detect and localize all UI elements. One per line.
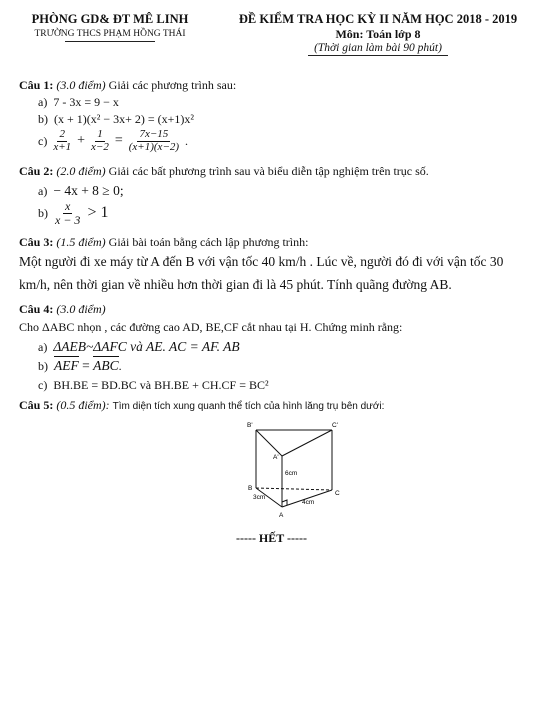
fraction-denominator: (x+1)(x−2) (128, 140, 180, 153)
header-right-rule (308, 55, 448, 56)
q1-item-b (38, 112, 194, 127)
q1-c-fraction-1 (51, 129, 73, 153)
q5-label: Câu 5: (19, 398, 54, 412)
edge-hidden-bc (256, 488, 332, 490)
q4-a-label: a) (38, 340, 48, 354)
q4-b-label: b) (38, 359, 48, 373)
vertex-label-a: A (279, 512, 284, 519)
fraction-numerator: 7x−15 (139, 128, 169, 140)
q4-item-b (38, 358, 122, 374)
exam-title: ĐỀ KIỂM TRA HỌC KỲ II NĂM HỌC 2018 - 2019 (238, 12, 518, 26)
right-angle-mark (282, 500, 287, 505)
q2-prompt: Giải các bất phương trình sau và biểu diễn tập nghiệm trên trục số. (108, 164, 429, 178)
q4-item-a (38, 339, 240, 355)
fraction-numerator: 2 (59, 128, 65, 140)
q1-b-expr: (x + 1)(x² − 3x+ 2) = (x+1)x² (54, 112, 195, 126)
q3-text-line-1: Một người đi xe máy từ A đến B với vận tốc 40 km/h . Lúc về, người đó đi với vận tốc 30 (19, 254, 504, 269)
q5-heading (19, 398, 384, 413)
q4-b-end: . (118, 359, 122, 373)
q2-heading (19, 164, 429, 179)
q3-points: (1.5 điểm) (56, 235, 106, 249)
q2-label: Câu 2: (19, 164, 54, 178)
header-right (218, 12, 538, 56)
header-left-rule (65, 41, 155, 42)
q1-points: (3.0 điểm) (56, 78, 106, 92)
q2-item-b (38, 200, 108, 226)
q3-text-line-2: km/h, nên thời gian về nhiều hơn thời gian đi là 45 phút. Tính quãng đường AB. (19, 277, 452, 292)
q1-c-equals: = (114, 133, 123, 149)
q1-item-a (38, 95, 119, 110)
q4-a-expr: ΔAEB~ΔAFC và AE. AC = AF. AB (53, 339, 240, 354)
school-name: TRƯỜNG THCS PHẠM HỒNG THÁI (34, 29, 186, 39)
q3-prompt: Giải bài toán bằng cách lập phương trình: (108, 235, 309, 249)
side-ab-label: 3cm (253, 494, 266, 501)
q4-points: (3.0 điểm) (56, 302, 106, 316)
q3-heading (19, 235, 308, 250)
vertex-label-b: B (248, 485, 253, 492)
q4-item-c (38, 378, 269, 393)
header-left (10, 12, 210, 42)
q1-item-c (38, 129, 188, 153)
q4-c-label: c) (38, 378, 48, 392)
height-label: 6cm (285, 470, 298, 477)
q4-heading (19, 302, 106, 317)
q1-c-plus: + (77, 133, 86, 149)
q1-c-end: . (185, 133, 189, 148)
q4-b-angle-rhs: ABC (93, 358, 119, 373)
department-name: PHÒNG GD& ĐT MÊ LINH (31, 12, 189, 26)
q2-b-fraction (53, 200, 82, 226)
q3-label: Câu 3: (19, 235, 54, 249)
fraction-denominator: x − 3 (55, 212, 81, 227)
fraction-denominator: x−2 (91, 140, 109, 153)
q4-b-angle-lhs: AEF (54, 358, 79, 373)
fraction-numerator: x (65, 199, 71, 213)
q1-a-label: a) (38, 95, 48, 109)
q1-prompt: Giải các phương trình sau: (108, 78, 237, 92)
vertex-label-b-prime: B' (247, 422, 253, 429)
q5-prompt: Tìm diện tích xung quanh thể tích của hình lăng trụ bên dưới: (112, 401, 385, 412)
fraction-numerator: 1 (97, 128, 103, 140)
q1-heading (19, 78, 236, 93)
q2-a-expr: − 4x + 8 ≥ 0; (53, 183, 124, 198)
exam-duration: (Thời gian làm bài 90 phút) (314, 42, 442, 54)
q4-c-expr: BH.BE = BD.BC và BH.BE + CH.CF = BC² (53, 378, 269, 392)
vertex-label-c-prime: C' (332, 422, 338, 429)
q4-b-equals: = (78, 358, 94, 373)
edge-top-ac (282, 430, 332, 456)
prism-figure (240, 418, 350, 523)
side-ac-label: 4cm (302, 499, 315, 506)
fraction-denominator: x+1 (53, 140, 72, 153)
q2-b-label: b) (38, 205, 48, 220)
vertex-label-c: C (335, 490, 340, 497)
exam-subject: Môn: Toán lớp 8 (335, 27, 421, 41)
q1-c-fraction-3 (127, 129, 181, 153)
edge-top-ba (256, 430, 282, 456)
q1-c-label: c) (38, 133, 48, 148)
q2-a-label: a) (38, 184, 48, 198)
end-marker: ----- HẾT ----- (235, 531, 308, 545)
q2-points: (2.0 điểm) (56, 164, 106, 178)
q2-b-rest: > 1 (87, 204, 109, 222)
q4-prompt: Cho ΔABC nhọn , các đường cao AD, BE,CF cắt nhau tại H. Chứng minh rằng: (19, 320, 403, 334)
q1-a-expr: 7 - 3x = 9 − x (53, 95, 119, 109)
q1-b-label: b) (38, 112, 48, 126)
q2-item-a (38, 183, 124, 199)
q1-label: Câu 1: (19, 78, 54, 92)
q4-label: Câu 4: (19, 302, 54, 316)
q5-points: (0.5 điểm): (56, 398, 110, 412)
q1-c-fraction-2 (89, 129, 111, 153)
vertex-label-a-prime: A' (273, 454, 279, 461)
